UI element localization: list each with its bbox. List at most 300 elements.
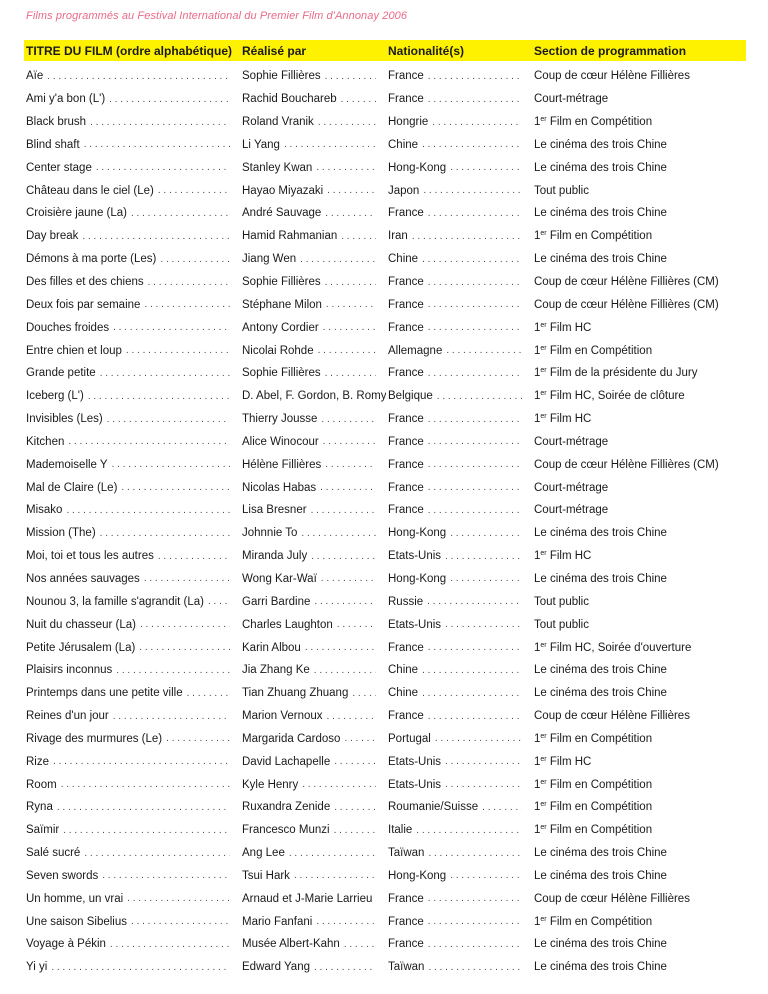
film-title: Mission (The) . . . (24, 527, 240, 539)
film-nationality: France . . . (386, 207, 532, 219)
film-title: Salé sucré . . . (24, 847, 240, 859)
film-section: Le cinéma des trois Chine (534, 869, 667, 882)
film-title: Rize . . . (24, 756, 240, 768)
dot-leader (428, 482, 522, 493)
dot-leader (284, 139, 376, 150)
dot-leader (428, 277, 522, 288)
film-title: Moi, toi et tous les autres . . . (24, 550, 240, 562)
film-director: Sophie Fillières . . . (240, 367, 386, 379)
film-director: Musée Albert-Kahn . . . (240, 938, 386, 950)
table-row (24, 65, 746, 88)
dot-leader (187, 688, 230, 699)
film-director: Thierry Jousse . . . (240, 413, 386, 425)
film-nationality: France . . . (386, 710, 532, 722)
table-row (24, 225, 746, 248)
dot-leader (344, 733, 376, 744)
dot-leader (450, 162, 522, 173)
dot-leader (160, 254, 230, 265)
film-nationality: France . . . (386, 504, 532, 516)
dot-leader (428, 436, 522, 447)
dot-leader (148, 277, 230, 288)
dot-leader (318, 345, 376, 356)
dot-leader (428, 848, 522, 859)
header-director: Réalisé par (242, 43, 307, 58)
film-nationality: France . . . (386, 276, 532, 288)
dot-leader (110, 939, 230, 950)
dot-leader (334, 825, 376, 836)
film-title: Démons à ma porte (Les) . . . (24, 253, 240, 265)
dot-leader (422, 688, 522, 699)
dot-leader (131, 916, 230, 927)
dot-leader (127, 893, 230, 904)
dot-leader (323, 436, 376, 447)
dot-leader (121, 482, 230, 493)
film-director: Ruxandra Zenide . . . (240, 801, 386, 813)
dot-leader (422, 254, 522, 265)
film-nationality: Hong-Kong . . . (386, 162, 532, 174)
dot-leader (428, 505, 522, 516)
table-row (24, 819, 746, 842)
film-director: Rachid Bouchareb . . . (240, 93, 386, 105)
dot-leader (445, 779, 522, 790)
film-nationality: France . . . (386, 938, 532, 950)
table-row (24, 773, 746, 796)
film-nationality: Roumanie/Suisse . . . (386, 801, 532, 813)
dot-leader (158, 185, 230, 196)
dot-leader (341, 231, 376, 242)
film-section: 1er Film en Compétition (534, 344, 653, 357)
film-table (24, 40, 746, 974)
film-director: Jia Zhang Ke . . . (240, 664, 386, 676)
film-title: Blind shaft . . . (24, 139, 240, 151)
film-nationality: France . . . (386, 482, 532, 494)
table-row (24, 202, 746, 225)
dot-leader (325, 208, 376, 219)
table-row (24, 842, 746, 865)
film-title: Nuit du chasseur (La) . . . (24, 619, 240, 631)
film-nationality: Hongrie . . . (386, 116, 532, 128)
dot-leader (423, 185, 522, 196)
film-section: Coup de cœur Hélène Fillières (534, 710, 690, 723)
dot-leader (450, 528, 522, 539)
film-title: Nounou 3, la famille s'agrandit (La) . . . (24, 596, 240, 608)
dot-leader (422, 139, 522, 150)
film-section: 1er Film en Compétition (534, 824, 653, 837)
film-director: Edward Yang . . . (240, 961, 386, 973)
dot-leader (61, 779, 230, 790)
film-director: Arnaud et J-Marie Larrieu (242, 892, 373, 905)
dot-leader (112, 459, 230, 470)
film-director: Charles Laughton . . . (240, 619, 386, 631)
film-section: 1er Film de la présidente du Jury (534, 367, 698, 380)
film-section: Court-métrage (534, 93, 609, 106)
film-nationality: Italie . . . (386, 824, 532, 836)
table-row (24, 431, 746, 454)
film-section: Coup de cœur Hélène Fillières (CM) (534, 276, 719, 289)
film-nationality: Taïwan . . . (386, 961, 532, 973)
film-director: Francesco Munzi . . . (240, 824, 386, 836)
dot-leader (88, 391, 230, 402)
film-title: Château dans le ciel (Le) . . . (24, 185, 240, 197)
dot-leader (305, 642, 376, 653)
table-row (24, 796, 746, 819)
film-title: Douches froides . . . (24, 322, 240, 334)
table-row (24, 522, 746, 545)
dot-leader (289, 848, 376, 859)
header-title: TITRE DU FILM (ordre alphabétique) (26, 43, 232, 58)
film-section: 1er Film HC (534, 550, 592, 563)
film-title: Petite Jérusalem (La) . . . (24, 642, 240, 654)
table-row (24, 476, 746, 499)
film-title: Croisière jaune (La) . . . (24, 207, 240, 219)
dot-leader (344, 939, 376, 950)
dot-leader (450, 573, 522, 584)
film-title: Ami y'a bon (L') . . . (24, 93, 240, 105)
dot-leader (445, 551, 522, 562)
dot-leader (139, 642, 230, 653)
table-row (24, 727, 746, 750)
dot-leader (318, 117, 376, 128)
dot-leader (428, 642, 522, 653)
film-nationality: France . . . (386, 916, 532, 928)
dot-leader (428, 94, 522, 105)
dot-leader (428, 939, 522, 950)
film-title: Voyage à Pékin . . . (24, 938, 240, 950)
dot-leader (208, 596, 230, 607)
dot-leader (327, 711, 376, 722)
table-row (24, 636, 746, 659)
film-nationality: France . . . (386, 93, 532, 105)
dot-leader (311, 551, 376, 562)
film-director: Jiang Wen . . . (240, 253, 386, 265)
film-title: Black brush . . . (24, 116, 240, 128)
film-section: Le cinéma des trois Chine (534, 527, 667, 540)
film-director: Marion Vernoux . . . (240, 710, 386, 722)
film-section: Coup de cœur Hélène Fillières (CM) (534, 298, 719, 311)
dot-leader (341, 94, 376, 105)
dot-leader (68, 436, 230, 447)
film-title: Une saison Sibelius . . . (24, 916, 240, 928)
dot-leader (432, 117, 522, 128)
table-row (24, 750, 746, 773)
film-title: Reines d'un jour . . . (24, 710, 240, 722)
film-title: Iceberg (L') . . . (24, 390, 240, 402)
film-director: Karin Albou . . . (240, 642, 386, 654)
dot-leader (90, 117, 230, 128)
film-nationality: États-Unis . . . (386, 756, 532, 768)
dot-leader (428, 893, 522, 904)
film-title: Center stage . . . (24, 162, 240, 174)
dot-leader (316, 916, 376, 927)
table-row (24, 613, 746, 636)
dot-leader (325, 71, 376, 82)
film-title: Des filles et des chiens . . . (24, 276, 240, 288)
film-nationality: France . . . (386, 459, 532, 471)
dot-leader (428, 711, 522, 722)
table-row (24, 705, 746, 728)
dot-leader (300, 254, 376, 265)
film-title: Entre chien et loup . . . (24, 345, 240, 357)
film-section: 1er Film HC (534, 755, 592, 768)
film-nationality: France . . . (386, 436, 532, 448)
dot-leader (327, 185, 376, 196)
table-row (24, 134, 746, 157)
dot-leader (435, 733, 522, 744)
film-section: 1er Film en Compétition (534, 801, 653, 814)
dot-leader (428, 962, 522, 973)
table-row (24, 568, 746, 591)
dot-leader (445, 756, 522, 767)
dot-leader (416, 825, 522, 836)
table-row (24, 682, 746, 705)
dot-leader (113, 711, 230, 722)
film-title: Saïmir . . . (24, 824, 240, 836)
dot-leader (323, 322, 376, 333)
film-nationality: États-Unis . . . (386, 779, 532, 791)
table-row (24, 385, 746, 408)
dot-leader (321, 414, 376, 425)
film-nationality: Chine . . . (386, 253, 532, 265)
film-director: Sophie Fillières . . . (240, 276, 386, 288)
dot-leader (427, 596, 522, 607)
film-title: Nos années sauvages . . . (24, 573, 240, 585)
film-nationality: Hong-Kong . . . (386, 573, 532, 585)
film-section: 1er Film en Compétition (534, 116, 653, 129)
film-section: Court-métrage (534, 504, 609, 517)
dot-leader (482, 802, 522, 813)
film-section: Coup de cœur Hélène Fillières (CM) (534, 458, 719, 471)
film-section: Le cinéma des trois Chine (534, 138, 667, 151)
dot-leader (352, 688, 376, 699)
dot-leader (446, 345, 522, 356)
film-title: Misako . . . (24, 504, 240, 516)
dot-leader (107, 414, 230, 425)
film-director: David Lachapelle . . . (240, 756, 386, 768)
dot-leader (437, 391, 522, 402)
film-director: Tian Zhuang Zhuang . . . (240, 687, 386, 699)
film-title: Invisibles (Les) . . . (24, 413, 240, 425)
table-row (24, 910, 746, 933)
film-nationality: Allemagne . . . (386, 345, 532, 357)
dot-leader (428, 322, 522, 333)
film-director: Stanley Kwan . . . (240, 162, 386, 174)
film-director: Lisa Bresner . . . (240, 504, 386, 516)
dot-leader (450, 870, 522, 881)
dot-leader (428, 299, 522, 310)
film-nationality: Taïwan . . . (386, 847, 532, 859)
table-row (24, 545, 746, 568)
dot-leader (325, 459, 376, 470)
dot-leader (131, 208, 230, 219)
dot-leader (140, 619, 230, 630)
dot-leader (337, 619, 376, 630)
dot-leader (302, 779, 376, 790)
table-row (24, 659, 746, 682)
film-section: Le cinéma des trois Chine (534, 253, 667, 266)
table-row (24, 887, 746, 910)
film-section: Le cinéma des trois Chine (534, 847, 667, 860)
film-title: Yi yi . . . (24, 961, 240, 973)
table-row (24, 865, 746, 888)
film-director: Garri Bardine . . . (240, 596, 386, 608)
dot-leader (116, 665, 230, 676)
dot-leader (84, 139, 230, 150)
film-director: Margarida Cardoso . . . (240, 733, 386, 745)
film-section: 1er Film HC (534, 413, 592, 426)
table-row (24, 271, 746, 294)
dot-leader (314, 962, 376, 973)
film-section: Coup de cœur Hélène Fillières (534, 892, 690, 905)
film-director: Nicolas Habas . . . (240, 482, 386, 494)
table-row (24, 956, 746, 979)
film-director: Hélène Fillières . . . (240, 459, 386, 471)
table-row (24, 499, 746, 522)
film-nationality: Chine . . . (386, 687, 532, 699)
film-nationality: États-Unis . . . (386, 619, 532, 631)
film-director: Li Yang . . . (240, 139, 386, 151)
dot-leader (422, 665, 522, 676)
film-section: Le cinéma des trois Chine (534, 572, 667, 585)
film-section: 1er Film en Compétition (534, 778, 653, 791)
film-nationality: Russie . . . (386, 596, 532, 608)
dot-leader (325, 277, 376, 288)
film-director: Roland Vranik . . . (240, 116, 386, 128)
film-nationality: Chine . . . (386, 664, 532, 676)
film-title: Seven swords . . . (24, 870, 240, 882)
dot-leader (66, 505, 230, 516)
dot-leader (144, 573, 230, 584)
dot-leader (412, 231, 522, 242)
dot-leader (334, 756, 376, 767)
film-section: Tout public (534, 184, 589, 197)
table-row (24, 316, 746, 339)
film-nationality: France . . . (386, 322, 532, 334)
table-row (24, 111, 746, 134)
film-section: Tout public (534, 595, 589, 608)
dot-leader (47, 71, 230, 82)
table-row (24, 156, 746, 179)
dot-leader (158, 551, 230, 562)
film-nationality: France . . . (386, 642, 532, 654)
dot-leader (428, 208, 522, 219)
film-title: Mal de Claire (Le) . . . (24, 482, 240, 494)
dot-leader (102, 870, 230, 881)
dot-leader (428, 916, 522, 927)
dot-leader (311, 505, 376, 516)
dot-leader (113, 322, 230, 333)
film-section: 1er Film en Compétition (534, 230, 653, 243)
film-title: Plaisirs inconnus . . . (24, 664, 240, 676)
dot-leader (428, 414, 522, 425)
dot-leader (428, 71, 522, 82)
film-nationality: Japon . . . (386, 185, 532, 197)
film-nationality: États-Unis . . . (386, 550, 532, 562)
dot-leader (126, 345, 230, 356)
table-row (24, 933, 746, 956)
dot-leader (57, 802, 230, 813)
dot-leader (63, 825, 230, 836)
film-director: Tsui Hark . . . (240, 870, 386, 882)
film-director: Mario Fanfani . . . (240, 916, 386, 928)
table-body (24, 65, 746, 979)
film-section: Le cinéma des trois Chine (534, 161, 667, 174)
table-row (24, 453, 746, 476)
dot-leader (301, 528, 376, 539)
film-director: Wong Kar-Waï . . . (240, 573, 386, 585)
table-row (24, 88, 746, 111)
table-row (24, 408, 746, 431)
dot-leader (100, 528, 230, 539)
table-row (24, 590, 746, 613)
film-director: Miranda July . . . (240, 550, 386, 562)
film-section: Le cinéma des trois Chine (534, 961, 667, 974)
film-nationality: France . . . (386, 70, 532, 82)
film-section: 1er Film en Compétition (534, 915, 653, 928)
film-director: Stéphane Milon . . . (240, 299, 386, 311)
table-row (24, 248, 746, 271)
dot-leader (321, 573, 376, 584)
film-section: Le cinéma des trois Chine (534, 687, 667, 700)
film-nationality: Hong-Kong . . . (386, 527, 532, 539)
film-title: Room . . . (24, 779, 240, 791)
dot-leader (144, 299, 230, 310)
dot-leader (428, 459, 522, 470)
table-row (24, 179, 746, 202)
film-title: Rivage des murmures (Le) . . . (24, 733, 240, 745)
film-title: Ryna . . . (24, 801, 240, 813)
table-row (24, 293, 746, 316)
film-title: Kitchen . . . (24, 436, 240, 448)
dot-leader (316, 162, 376, 173)
film-nationality: Belgique . . . (386, 390, 532, 402)
dot-leader (320, 482, 376, 493)
film-section: Court-métrage (534, 435, 609, 448)
film-nationality: France . . . (386, 299, 532, 311)
dot-leader (325, 368, 376, 379)
film-section: Le cinéma des trois Chine (534, 664, 667, 677)
film-title: Grande petite . . . (24, 367, 240, 379)
film-title: Deux fois par semaine . . . (24, 299, 240, 311)
film-section: 1er Film en Compétition (534, 732, 653, 745)
film-section: 1er Film HC, Soirée de clôture (534, 390, 685, 403)
page-caption: Films programmés au Festival International du Premier Film d'Annonay 2006 (26, 10, 408, 22)
film-director: Hamid Rahmanian . . . (240, 230, 386, 242)
dot-leader (428, 368, 522, 379)
film-section: Le cinéma des trois Chine (534, 207, 667, 220)
dot-leader (96, 162, 230, 173)
dot-leader (334, 802, 376, 813)
film-director: Hayao Miyazaki . . . (240, 185, 386, 197)
dot-leader (314, 665, 376, 676)
dot-leader (314, 596, 376, 607)
film-nationality: Iran . . . (386, 230, 532, 242)
table-header (24, 40, 746, 61)
header-section: Section de programmation (534, 43, 687, 58)
film-nationality: Chine . . . (386, 139, 532, 151)
film-title: Printemps dans une petite ville . . . (24, 687, 240, 699)
film-nationality: France . . . (386, 413, 532, 425)
film-director: Nicolai Rohde . . . (240, 345, 386, 357)
film-section: Le cinéma des trois Chine (534, 938, 667, 951)
film-section: Coup de cœur Hélène Fillières (534, 70, 690, 83)
dot-leader (109, 94, 230, 105)
film-section: Court-métrage (534, 481, 609, 494)
film-title: Mademoiselle Y . . . (24, 459, 240, 471)
film-title: Un homme, un vrai . . . (24, 893, 240, 905)
film-director: Ang Lee . . . (240, 847, 386, 859)
film-nationality: France . . . (386, 367, 532, 379)
film-director: Sophie Fillières . . . (240, 70, 386, 82)
